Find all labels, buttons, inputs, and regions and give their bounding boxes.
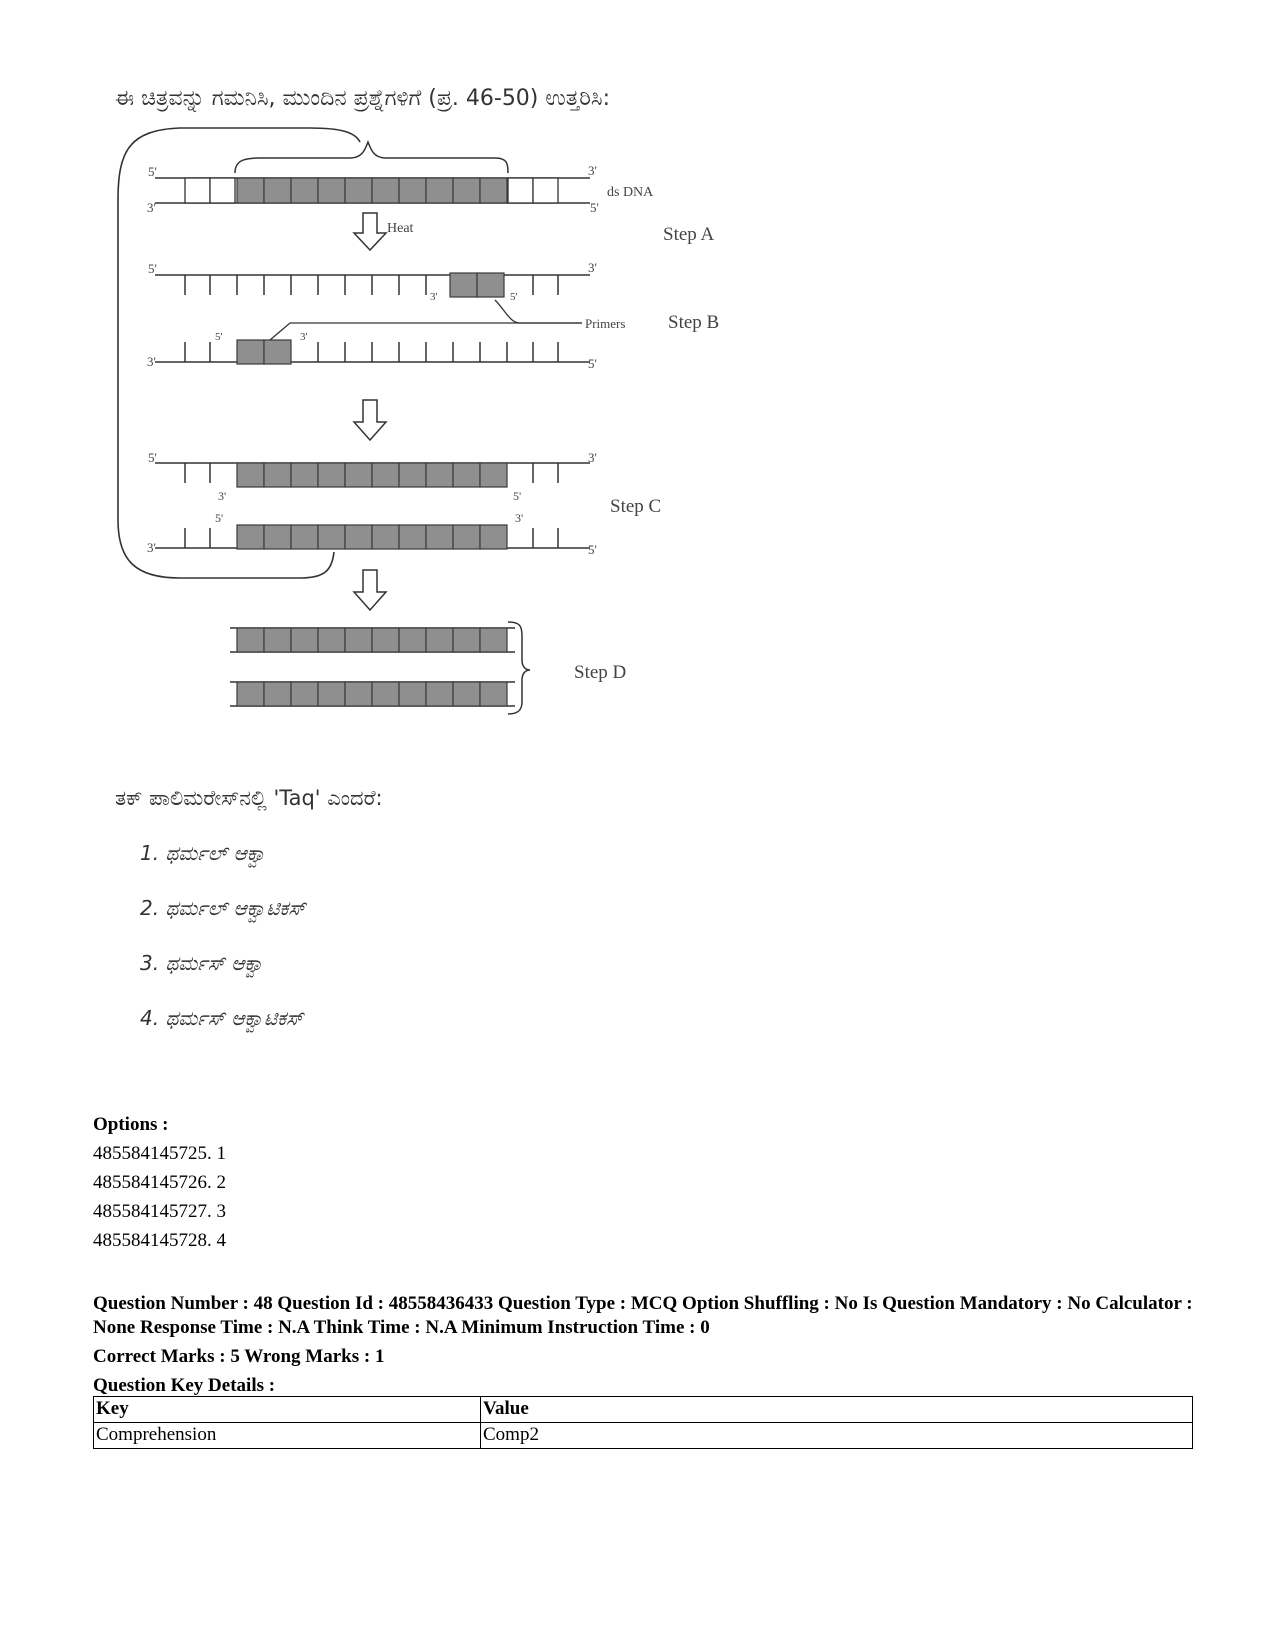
label-5prime: 5' xyxy=(588,542,597,557)
label-5prime: 5' xyxy=(513,489,522,503)
options-heading: Options : xyxy=(93,1114,169,1135)
option-item: 485584145728. 4 xyxy=(93,1230,226,1251)
option-item: 485584145727. 3 xyxy=(93,1201,226,1222)
label-3prime: 3' xyxy=(588,260,597,275)
label-3prime: 3' xyxy=(300,331,308,343)
label-3prime: 3' xyxy=(430,291,438,303)
meta-key-details-heading: Question Key Details : xyxy=(93,1375,276,1396)
pcr-diagram xyxy=(110,70,750,1100)
product-duplexes xyxy=(230,622,530,714)
table-header-row xyxy=(94,1397,1193,1423)
label-5prime: 5' xyxy=(215,331,223,343)
primer-pointer xyxy=(495,300,582,323)
table-cell: Comprehension xyxy=(94,1423,481,1449)
label-ds-dna: ds DNA xyxy=(607,185,654,200)
label-5prime: 5' xyxy=(588,356,597,371)
table-header-cell: Key xyxy=(94,1397,481,1423)
label-step-b: Step B xyxy=(668,312,720,333)
table-row xyxy=(94,1423,1193,1449)
label-primers: Primers xyxy=(585,316,626,331)
instruction-text: ಈ ಚಿತ್ರವನ್ನು ಗಮನಿಸಿ, ಮುಂದಿನ ಪ್ರಶ್ನೆಗಳಿಗೆ (ಪ್ರ. 46-50) ಉತ್ತರಿಸಿ: xyxy=(115,86,610,111)
primer-block xyxy=(264,340,291,364)
choice-text: 3. ಥರ್ಮಸ್ ಆಕ್ವಾ xyxy=(140,951,265,975)
label-5prime: 5' xyxy=(148,261,157,276)
down-arrow-icon xyxy=(354,400,386,440)
ds-dna-strands xyxy=(147,142,654,215)
option-item: 485584145725. 1 xyxy=(93,1143,226,1164)
label-5prime: 5' xyxy=(148,450,157,465)
choice-text: 2. ಥರ್ಮಲ್ ಆಕ್ವಾಟಿಕಸ್ xyxy=(140,896,306,920)
label-3prime: 3' xyxy=(515,511,524,525)
table-cell: Comp2 xyxy=(481,1423,1193,1449)
extension-top xyxy=(148,450,597,503)
primer-block xyxy=(450,273,477,297)
question-image xyxy=(110,70,750,1100)
meta-marks: Correct Marks : 5 Wrong Marks : 1 xyxy=(93,1346,385,1367)
label-5prime: 5' xyxy=(510,291,518,303)
label-step-d: Step D xyxy=(574,662,627,683)
label-step-a: Step A xyxy=(663,224,715,245)
label-5prime: 5' xyxy=(148,164,157,179)
down-arrow-icon xyxy=(354,570,386,610)
label-3prime: 3' xyxy=(147,540,156,555)
label-3prime: 3' xyxy=(147,354,156,369)
down-arrow-icon xyxy=(354,213,386,250)
choice-text: 1. ಥರ್ಮಲ್ ಆಕ್ವಾ xyxy=(140,841,267,865)
options-list xyxy=(93,1110,226,1255)
table-header-cell: Value xyxy=(481,1397,1193,1423)
question-text: ತಕ್ ಪಾಲಿಮರೇಸ್‌ನಲ್ಲಿ 'Taq' ಎಂದರೆ: xyxy=(115,786,383,810)
primer-block xyxy=(237,340,264,364)
meta-question-info: Question Number : 48 Question Id : 48558436433 Question Type : MCQ Option Shuffling : No Is Question Mandatory : No Calculator : None Response Time : N.A Think Time : N.A Minimum Instruction Time : 0 xyxy=(93,1293,1193,1338)
primer-pointer xyxy=(270,323,582,340)
label-5prime: 5' xyxy=(215,511,224,525)
option-item: 485584145726. 2 xyxy=(93,1172,226,1193)
key-details-table xyxy=(93,1396,1193,1449)
label-3prime: 3' xyxy=(588,163,597,178)
primer-block xyxy=(477,273,504,297)
question-meta xyxy=(93,1292,1193,1403)
extension-bottom xyxy=(147,511,597,557)
label-step-c: Step C xyxy=(610,496,662,517)
label-5prime: 5' xyxy=(590,200,599,215)
label-heat: Heat xyxy=(387,221,414,236)
choice-text: 4. ಥರ್ಮಸ್ ಆಕ್ವಾಟಿಕಸ್ xyxy=(140,1006,304,1030)
label-3prime: 3' xyxy=(218,489,227,503)
label-3prime: 3' xyxy=(588,450,597,465)
single-strand-top xyxy=(148,260,597,303)
label-3prime: 3' xyxy=(147,200,156,215)
single-strand-bottom xyxy=(147,331,597,371)
